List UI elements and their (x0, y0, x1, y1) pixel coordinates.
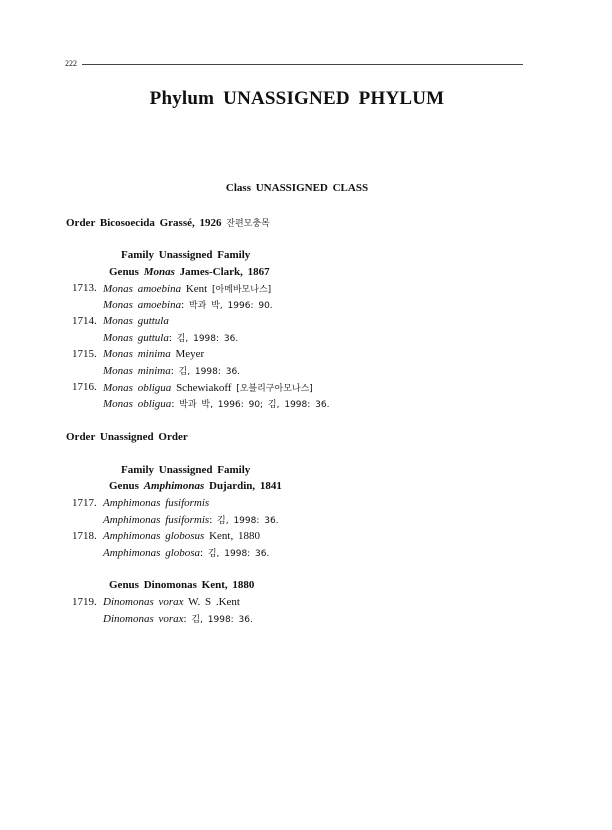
order-heading (66, 216, 270, 229)
reference-species: Amphimonas globosa (103, 547, 201, 559)
species-name: Monas obligua (103, 382, 172, 394)
genus-author: Dujardin, 1841 (209, 480, 282, 492)
entry-number: 1713. (72, 282, 97, 294)
entry-number: 1719. (72, 596, 97, 608)
species-name: Monas minima (103, 348, 171, 360)
species-name: Monas amoebina (103, 283, 182, 295)
species-line (103, 530, 260, 542)
entry-number: 1717. (72, 497, 97, 509)
reference-line (103, 612, 253, 625)
species-author: W. S .Kent (188, 596, 240, 608)
entry-number: 1718. (72, 530, 97, 542)
genus-prefix: Genus (109, 480, 139, 492)
family-heading: Family Unassigned Family (121, 464, 251, 476)
reference-colon: : (209, 514, 213, 526)
order-korean-name: 잔편모충목 (226, 219, 270, 229)
reference-colon: : (168, 332, 172, 344)
species-line (103, 315, 169, 327)
genus-name: Amphimonas (143, 480, 205, 492)
species-line (103, 381, 313, 394)
species-korean-name: [오블리구아모나스] (236, 384, 313, 394)
family-heading: Family Unassigned Family (121, 249, 251, 261)
reference-line (103, 331, 238, 344)
species-author: Meyer (175, 348, 205, 360)
species-author: Schewiakoff (176, 382, 232, 394)
order-heading: Order Unassigned Order (66, 431, 188, 443)
reference-line (103, 397, 329, 410)
reference-citation: 김, 1998: 36. (207, 549, 270, 559)
reference-line (103, 298, 273, 311)
species-line (103, 596, 240, 608)
species-line (103, 348, 204, 360)
species-name: Amphimonas globosus (103, 530, 205, 542)
reference-citation: 박과 박, 1996: 90; 김, 1998: 36. (179, 400, 330, 410)
species-name: Dinomonas vorax (103, 596, 184, 608)
reference-colon: : (171, 398, 175, 410)
header-rule (82, 64, 523, 65)
reference-line (103, 513, 279, 526)
reference-species: Monas amoebina (103, 299, 182, 311)
reference-species: Monas guttula (103, 332, 169, 344)
reference-colon: : (183, 613, 187, 625)
order-name: Order Bicosoecida Grassé, 1926 (66, 217, 222, 229)
phylum-title: Phylum UNASSIGNED PHYLUM (149, 88, 445, 109)
entry-number: 1715. (72, 348, 97, 360)
reference-species: Monas obligua (103, 398, 172, 410)
entry-number: 1716. (72, 381, 97, 393)
genus-author: James-Clark, 1867 (179, 266, 270, 278)
species-name: Monas guttula (103, 315, 169, 327)
entry-number: 1714. (72, 315, 97, 327)
genus-prefix: Genus (109, 266, 139, 278)
reference-species: Monas minima (103, 365, 171, 377)
genus-heading (109, 266, 270, 278)
genus-heading: Genus Dinomonas Kent, 1880 (109, 579, 255, 591)
reference-citation: 김, 1998: 36. (191, 615, 253, 625)
reference-colon: : (170, 365, 174, 377)
reference-citation: 김, 1998: 36. (178, 367, 241, 377)
class-title: Class UNASSIGNED CLASS (225, 182, 369, 194)
genus-heading (109, 480, 282, 492)
reference-colon: : (200, 547, 204, 559)
reference-citation: 박과 박, 1996: 90. (188, 301, 273, 311)
reference-species: Amphimonas fusiformis (103, 514, 210, 526)
species-author: Kent (185, 283, 208, 295)
reference-line (103, 546, 269, 559)
species-name: Amphimonas fusiformis (103, 497, 210, 509)
reference-colon: : (181, 299, 185, 311)
reference-citation: 김, 1998: 36. (217, 516, 279, 526)
species-korean-name: [아메바모나스] (211, 285, 272, 295)
reference-citation: 김, 1998: 36. (176, 334, 239, 344)
genus-name: Monas (143, 266, 175, 278)
species-line (103, 497, 209, 509)
species-author: Kent, 1880 (209, 530, 260, 542)
page-number: 222 (65, 59, 77, 68)
species-line (103, 282, 271, 295)
reference-line (103, 364, 240, 377)
reference-species: Dinomonas vorax (103, 613, 184, 625)
